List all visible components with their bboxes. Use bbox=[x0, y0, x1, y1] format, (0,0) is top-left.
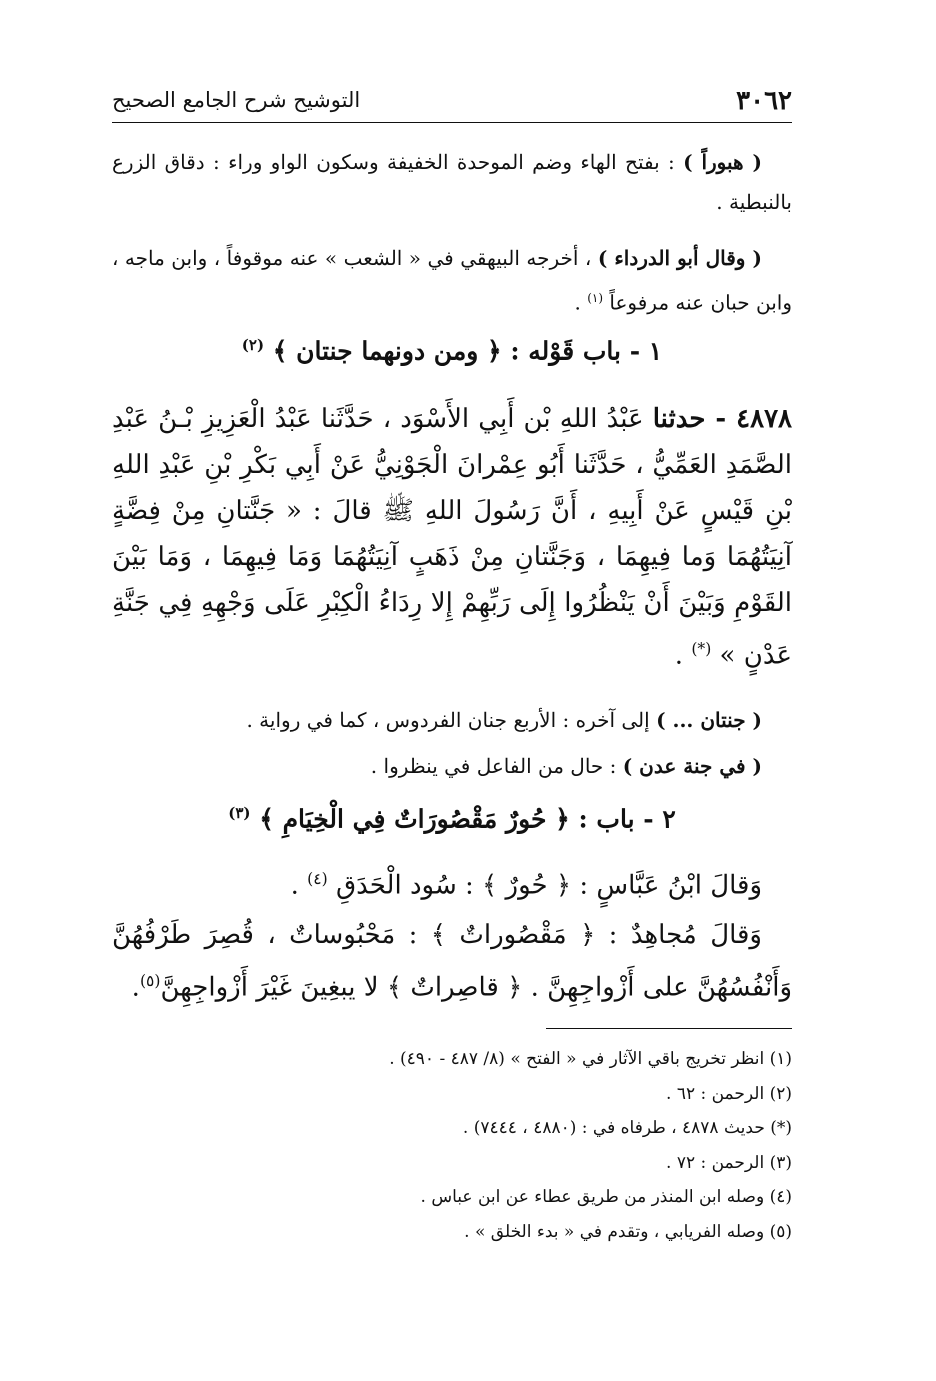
footnote-ref: (٢) bbox=[241, 336, 265, 354]
page-number: ٣٠٦٢ bbox=[736, 86, 792, 116]
commentary-text: : بفتح الهاء وضم الموحدة الخفيفة وسكون الواو وراء : دقاق الزرع بالنبطية . bbox=[112, 150, 792, 214]
footnote-item: (١) انظر تخريج باقي الآثار في « الفتح » (٨/ ٤٨٧ - ٤٩٠) . bbox=[389, 1049, 792, 1069]
commentary-term: ( وقال أبو الدرداء ) bbox=[597, 246, 763, 270]
footnote-ref: (٥) bbox=[139, 972, 161, 990]
footnote-item: (*) حديث ٤٨٧٨ ، طرفاه في : (٤٨٨٠ ، ٧٤٤٤) . bbox=[462, 1118, 792, 1138]
footnotes bbox=[112, 1042, 792, 1249]
hadith-end: . bbox=[674, 640, 692, 671]
hadith-text bbox=[112, 396, 792, 679]
footnote-ref: (١) bbox=[587, 291, 604, 305]
commentary-paragraph-jannatan bbox=[112, 700, 792, 740]
commentary-paragraph-habura bbox=[112, 142, 792, 222]
commentary-term: ( جنتان ... ) bbox=[656, 708, 762, 732]
running-title: التوشيح شرح الجامع الصحيح bbox=[112, 88, 361, 112]
commentary-text: : حال من الفاعل في ينظروا . bbox=[370, 754, 623, 778]
footnote-item: (٤) وصله ابن المنذر من طريق عطاء عن ابن عباس . bbox=[420, 1187, 792, 1207]
footnote-ref: (٤) bbox=[307, 870, 328, 888]
footnote-separator bbox=[546, 1028, 792, 1029]
chapter-heading-text: ١ - باب قَوْله : ﴿ ومن دونهما جنتان ﴾ bbox=[264, 336, 663, 366]
commentary-text: إلى آخره : الأربع جنان الفردوس ، كما في رواية . bbox=[246, 708, 657, 732]
ibn-abbas-text: وَقالَ ابْنُ عَبَّاسٍ : ﴿ حُورٌ ﴾ : سُود الْحَدَقِ bbox=[327, 870, 762, 901]
commentary-term: ( في جنة عدن ) bbox=[622, 754, 762, 778]
ibn-abbas-end: . bbox=[290, 870, 308, 901]
mujahid-end: . bbox=[131, 972, 140, 1003]
footnote-item: (٥) وصله الفريابي ، وتقدم في « بدء الخلق » . bbox=[464, 1221, 792, 1242]
hadith-body: عَبْدُ اللهِ بْن أَبِي الأَسْوَد ، حَدَّثَنا عَبْدُ الْعَزِيزِ بْـنُ عَبْدِ الصَّمَدِ العَمِّيُّ ، حَدَّثَنا أَبُو عِمْرانَ الْجَوْنِيُّ عَنْ أَبِي بَكْرِ بْنِ عَبْدِ اللهِ بْنِ قَيْسٍ عَنْ أَبِيهِ ، أَنَّ رَسُولَ اللهِ ﷺ قالَ : « جَنَّتانِ مِنْ فِضَّةٍ آنِيَتُهُمَا وَما فِيهِمَا ، وَجَنَّتانِ مِنْ ذَهَبٍ آنِيَتُهُمَا وَمَا فِيهِمَا ، وَمَا بَيْنَ القَوْمِ وَبَيْنَ أَنْ يَنْظُرُوا إِلَى رَبِّهِمْ إِلا رِدَاءُ الْكِبْرِ عَلَى وَجْهِهِ فِي جَنَّةِ عَدْنٍ » bbox=[112, 404, 792, 671]
mujahid-text: وَقالَ مُجاهِدٌ : ﴿ مَقْصُوراتٌ ﴾ : مَحْبُوساتٌ ، قُصِرَ طَرْفُهُنَّ وَأَنْفُسُهُنَّ على أَزْواجِهِنَّ . ﴿ قاصِراتٌ ﴾ لا يبغِينَ غَيْرَ أَزْواجِهِنَّ bbox=[112, 920, 792, 1003]
chapter-heading-text: ٢ - باب : ﴿ حُورٌ مَقْصُورَاتٌ فِي الْخِيَامِ ﴾ bbox=[250, 804, 676, 834]
commentary-end: . bbox=[574, 290, 588, 315]
commentary-term: ( هبوراً ) bbox=[683, 150, 762, 174]
footnote-ref: (٣) bbox=[228, 804, 251, 822]
footnote-item: (٣) الرحمن : ٧٢ . bbox=[666, 1152, 792, 1173]
chapter-heading-1 bbox=[112, 336, 792, 365]
footnote-ref: (*) bbox=[691, 640, 712, 658]
footnote-item: (٢) الرحمن : ٦٢ . bbox=[666, 1083, 792, 1104]
page-header bbox=[112, 82, 792, 123]
ibn-abbas-paragraph bbox=[112, 856, 792, 909]
hadith-number: ٤٨٧٨ - حدثنا bbox=[652, 404, 792, 434]
commentary-paragraph-jannat-adn bbox=[112, 746, 792, 786]
commentary-paragraph-abu-darda bbox=[112, 238, 792, 323]
mujahid-paragraph bbox=[112, 912, 792, 1011]
commentary-text: ، أخرجه البيهقي في « الشعب » عنه موقوفاً ، وابن ماجه ، وابن حبان عنه مرفوعاً bbox=[112, 246, 792, 315]
chapter-heading-2 bbox=[112, 804, 792, 833]
